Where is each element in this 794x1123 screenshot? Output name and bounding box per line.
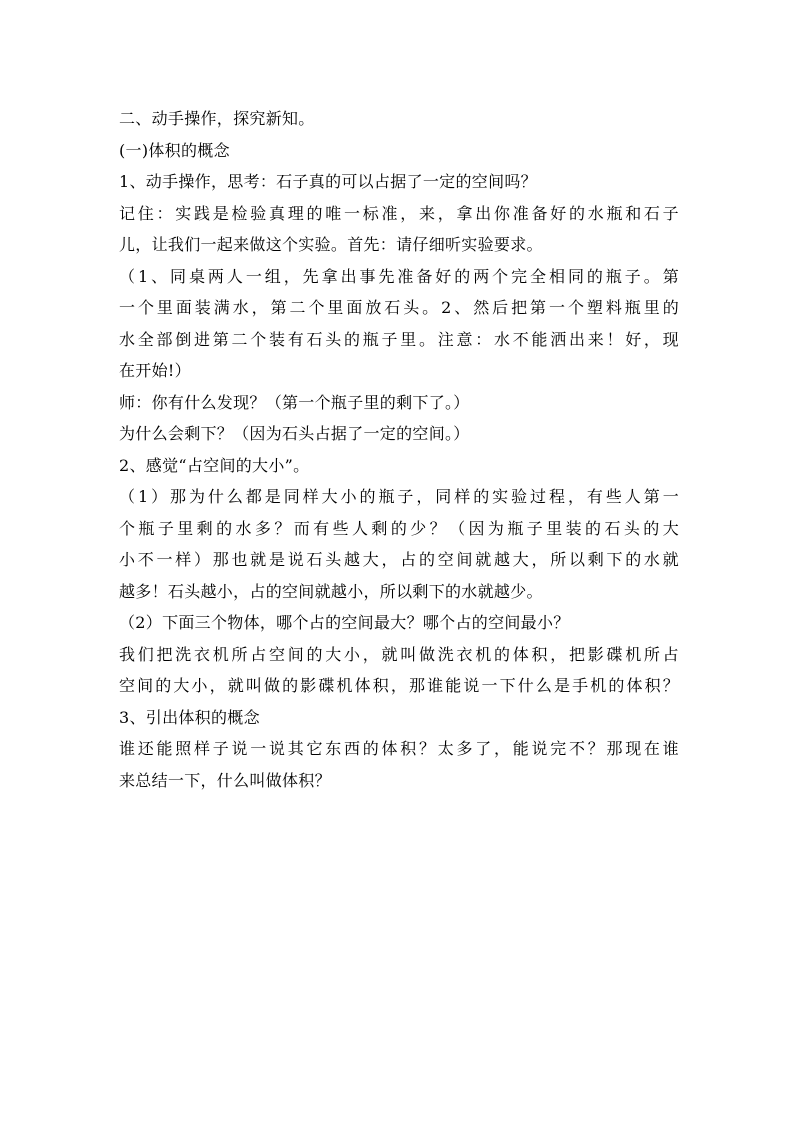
paragraph-line: 越多！石头越小，占的空间就越小，所以剩下的水就越少。: [119, 581, 543, 601]
paragraph-line: 儿，让我们一起来做这个实验。首先：请仔细听实验要求。: [119, 235, 543, 254]
paragraph-line: 我们把洗衣机所占空间的大小，就叫做洗衣机的体积，把影碟机所占: [119, 644, 679, 664]
paragraph-line: 空间的大小，就叫做的影碟机体积，那谁能说一下什么是手机的体积？: [119, 676, 679, 695]
paragraph-line: 来总结一下，什么叫做体积？: [119, 770, 331, 790]
paragraph-line: 个瓶子里剩的水多？而有些人剩的少？（因为瓶子里装的石头的大: [119, 518, 679, 538]
paragraph-line: 师：你有什么发现？（第一个瓶子里的剩下了。）: [119, 392, 470, 412]
subsection-heading: (一)体积的概念: [119, 140, 230, 160]
paragraph-line: （1）那为什么都是同样大小的瓶子，同样的实验过程，有些人第一: [119, 487, 679, 506]
paragraph-line: （1、同桌两人一组，先拿出事先准备好的两个完全相同的瓶子。第: [119, 266, 679, 286]
section-heading: 二、动手操作，探究新知。: [119, 109, 315, 128]
paragraph-line: 一个里面装满水，第二个里面放石头。2、然后把第一个塑料瓶里的: [119, 298, 679, 317]
paragraph-line: 1、动手操作，思考：石子真的可以占据了一定的空间吗？: [119, 172, 537, 191]
paragraph-line: 3、引出体积的概念: [119, 707, 260, 727]
paragraph-line: 水全部倒进第二个装有石头的瓶子里。注意：水不能洒出来！好，现: [119, 329, 679, 349]
paragraph-line: 谁还能照样子说一说其它东西的体积？太多了，能说完不？那现在谁: [119, 739, 679, 758]
paragraph-line: 为什么会剩下？（因为石头占据了一定的空间。）: [119, 424, 470, 443]
paragraph-line: 小不一样）那也就是说石头越大，占的空间就越大，所以剩下的水就: [119, 550, 679, 569]
paragraph-line: 在开始!）: [119, 361, 191, 380]
paragraph-line: （2）下面三个物体，哪个占的空间最大？哪个占的空间最小？: [119, 613, 570, 632]
paragraph-line: 2、感觉“占空间的大小”。: [119, 455, 310, 475]
paragraph-line: 记住：实践是检验真理的唯一标准，来，拿出你准备好的水瓶和石子: [119, 203, 679, 223]
document-body: [119, 103, 679, 796]
